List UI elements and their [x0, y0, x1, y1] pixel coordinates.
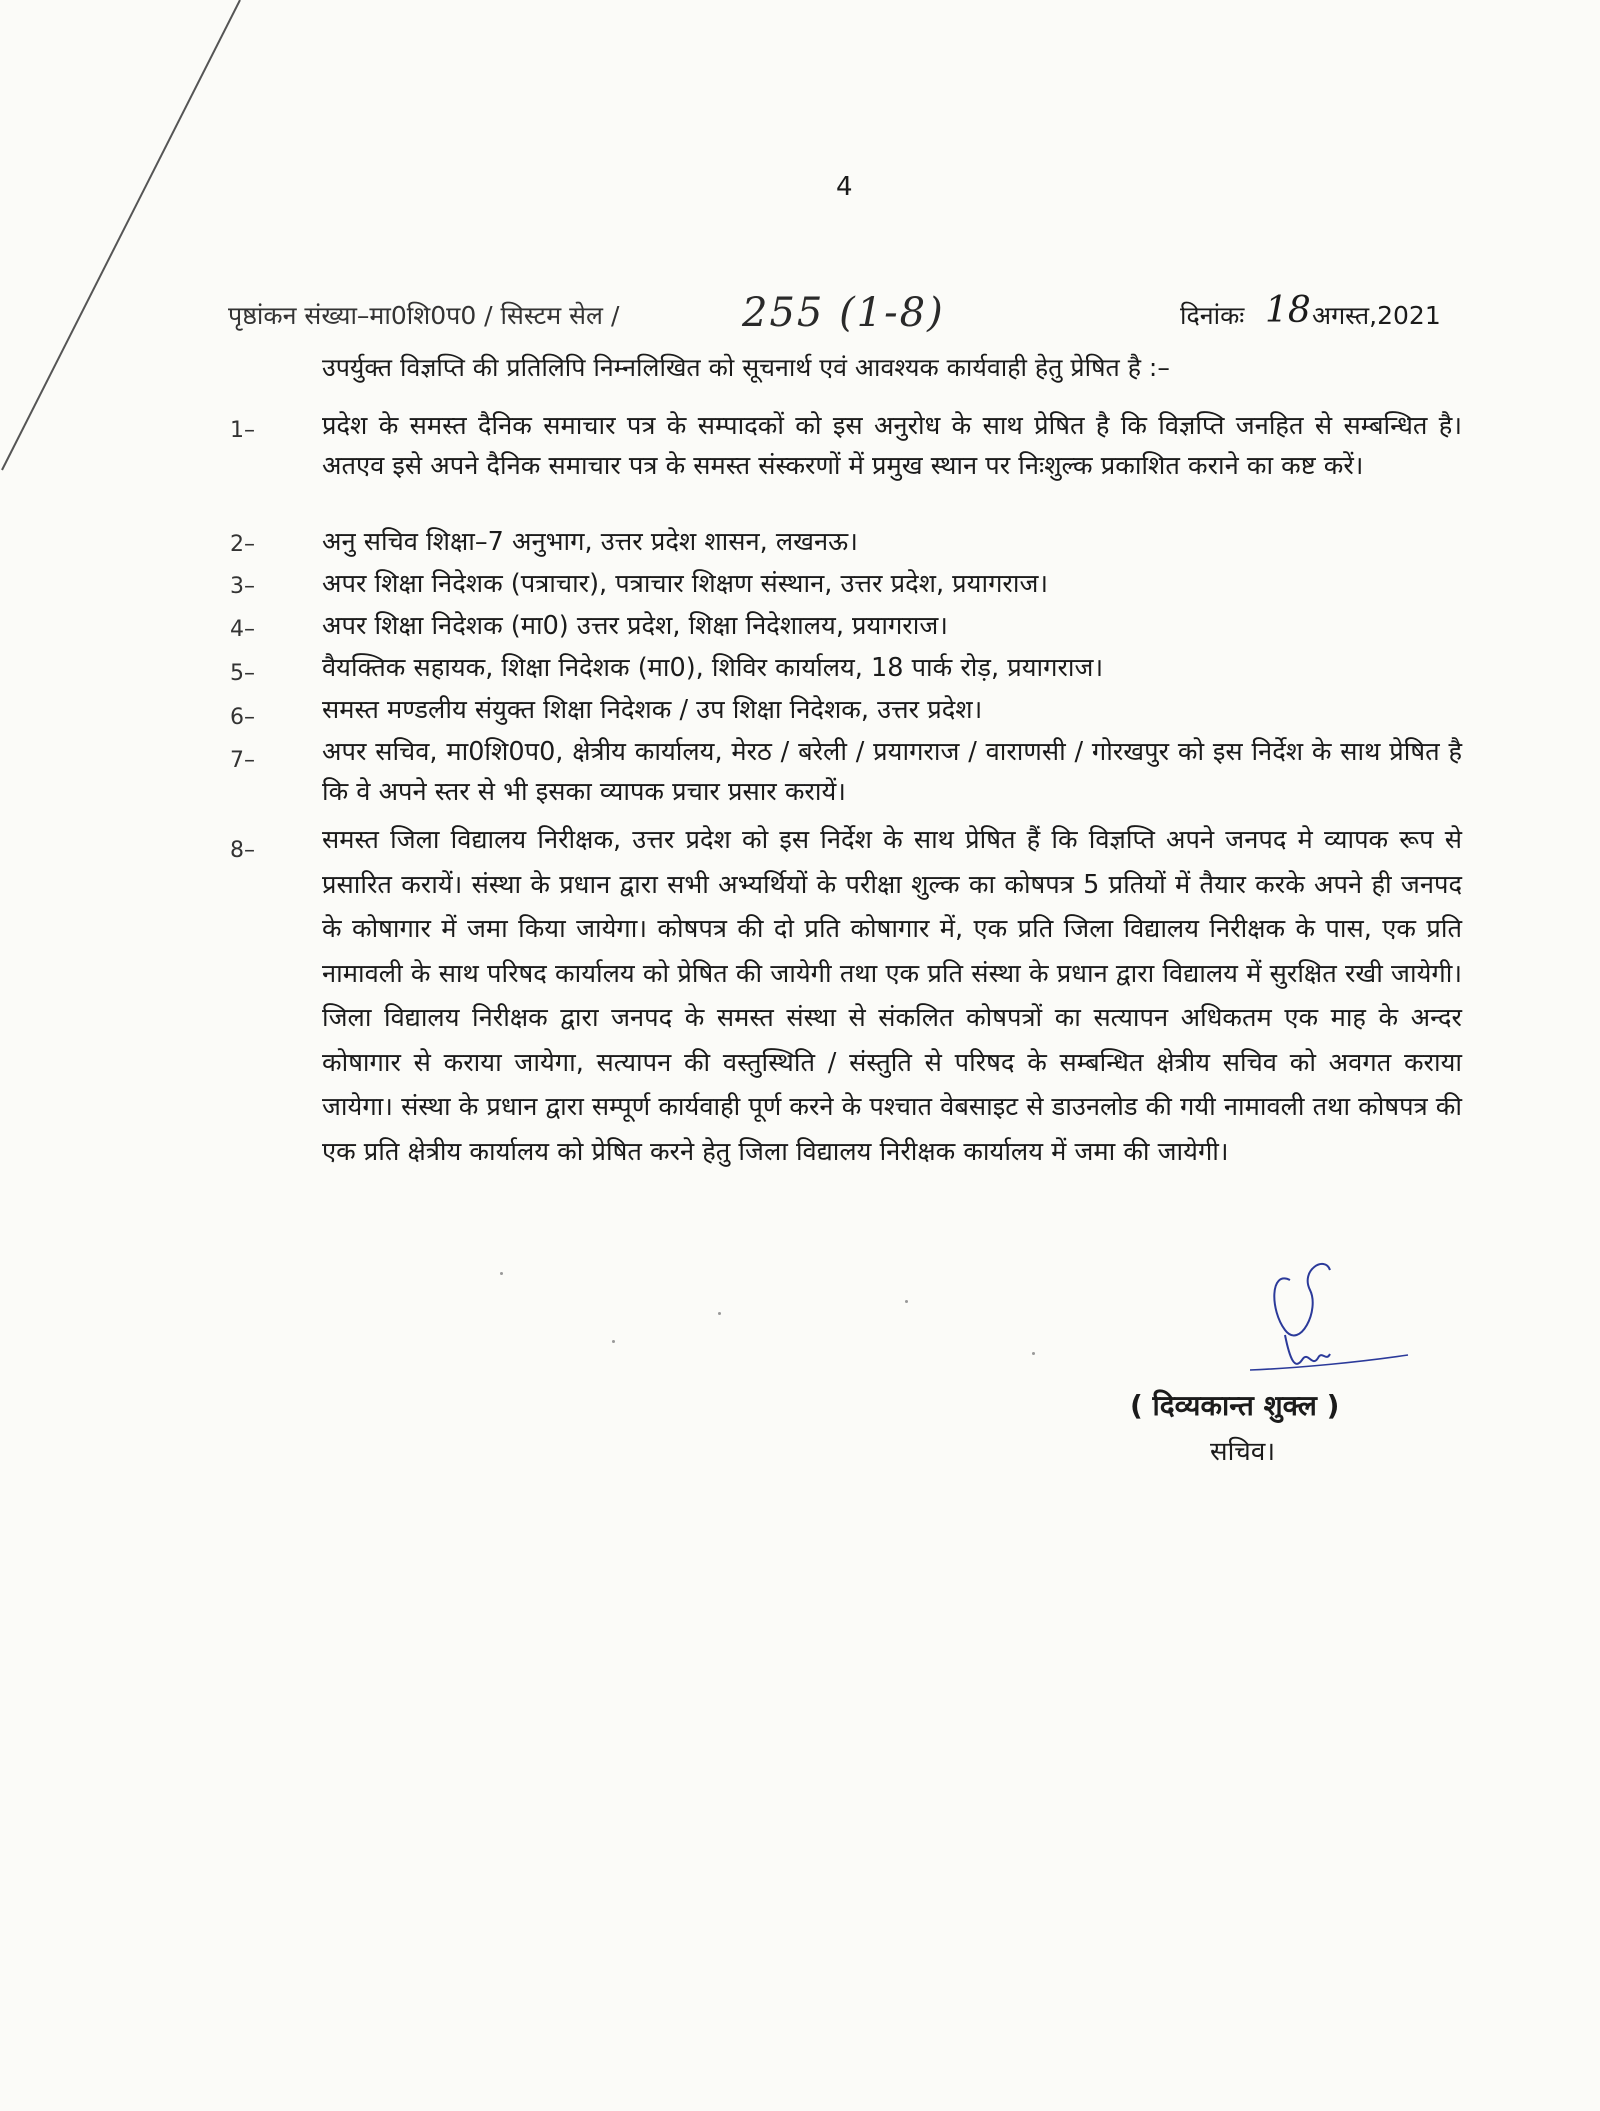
list-item: अपर सचिव, मा0शि0प0, क्षेत्रीय कार्यालय, मेरठ / बरेली / प्रयागराज / वाराणसी / गोरखपुर को इस निर्देश के साथ प्रेषित है कि वे अपने स्तर से भी इसका व्यापक प्रचार प्रसार करायें।: [322, 737, 1462, 807]
list-item: अनु सचिव शिक्षा–7 अनुभाग, उत्तर प्रदेश शासन, लखनऊ।: [322, 527, 858, 557]
item-number: 5–: [230, 661, 255, 686]
list-item: समस्त जिला विद्यालय निरीक्षक, उत्तर प्रदेश को इस निर्देश के साथ प्रेषित हैं कि विज्ञप्ति अपने जनपद मे व्यापक रूप से प्रसारित करायें। संस्था के प्रधान द्वारा सभी अभ्यर्थियों के परीक्षा शुल्क का कोषपत्र 5 प्रतियों में तैयार करके अपने ही जनपद के कोषागार में जमा किया जायेगा। कोषपत्र की दो प्रति कोषागार में, एक प्रति जिला विद्यालय निरीक्षक के पास, एक प्रति नामावली के साथ परिषद कार्यालय को प्रेषित की जायेगी तथा एक प्रति संस्था के प्रधान द्वारा विद्यालय में सुरक्षित रखी जायेगी। जिला विद्यालय निरीक्षक द्वारा जनपद के समस्त संस्था से संकलित कोषपत्रों का सत्यापन अधिकतम एक माह के अन्दर कोषागार से कराया जायेगा, सत्यापन की वस्तुस्थिति / संस्तुति से परिषद के सम्बन्धित क्षेत्रीय सचिव को अवगत कराया जायेगा। संस्था के प्रधान द्वारा सम्पूर्ण कार्यवाही पूर्ण करने के पश्चात वेबसाइट से डाउनलोड की गयी नामावली तथा कोषपत्र की एक प्रति क्षेत्रीय कार्यालय को प्रेषित करने हेतु जिला विद्यालय निरीक्षक कार्यालय में जमा की जायेगी।: [322, 825, 1462, 1167]
date-day-handwritten: 18: [1265, 290, 1311, 331]
date-month-year: अगस्त,2021: [1312, 301, 1441, 330]
reference-label: पृष्ठांकन संख्या–मा0शि0प0 / सिस्टम सेल /: [228, 301, 620, 330]
scan-speck: [718, 1312, 721, 1315]
list-item: अपर शिक्षा निदेशक (पत्राचार), पत्राचार शिक्षण संस्थान, उत्तर प्रदेश, प्रयागराज।: [322, 569, 1049, 599]
scan-speck: [612, 1340, 615, 1343]
item-number: 7–: [230, 748, 255, 773]
signature-mark: [1230, 1250, 1410, 1395]
scan-speck: [905, 1300, 908, 1303]
page-number: 4: [836, 172, 853, 202]
scan-speck: [500, 1272, 503, 1275]
intro-text: उपर्युक्त विज्ञप्ति की प्रतिलिपि निम्नलिखित को सूचनार्थ एवं आवश्यक कार्यवाही हेतु प्रेषित है :–: [322, 353, 1170, 382]
list-item: समस्त मण्डलीय संयुक्त शिक्षा निदेशक / उप शिक्षा निदेशक, उत्तर प्रदेश।: [322, 695, 983, 725]
item-number: 8–: [230, 838, 255, 863]
page-fold-line: [0, 0, 260, 480]
list-item: वैयक्तिक सहायक, शिक्षा निदेशक (मा0), शिविर कार्यालय, 18 पार्क रोड़, प्रयागराज।: [322, 653, 1104, 683]
scan-speck: [1032, 1352, 1035, 1355]
item-number: 6–: [230, 705, 255, 730]
item-number: 2–: [230, 532, 255, 557]
list-item: प्रदेश के समस्त दैनिक समाचार पत्र के सम्पादकों को इस अनुरोध के साथ प्रेषित है कि विज्ञप्ति जनहित से सम्बन्धित है। अतएव इसे अपने दैनिक समाचार पत्र के समस्त संस्करणों में प्रमुख स्थान पर निःशुल्क प्रकाशित कराने का कष्ट करें।: [322, 411, 1462, 481]
signatory-name: ( दिव्यकान्त शुक्ल ): [1130, 1389, 1340, 1422]
date-label: दिनांकः: [1180, 301, 1245, 330]
item-number: 4–: [230, 617, 255, 642]
list-item: अपर शिक्षा निदेशक (मा0) उत्तर प्रदेश, शिक्षा निदेशालय, प्रयागराज।: [322, 611, 948, 641]
signatory-title: सचिव।: [1210, 1437, 1276, 1467]
item-number: 3–: [230, 574, 255, 599]
handwritten-reference-number: 255 (1-8): [742, 290, 945, 336]
item-number: 1–: [230, 418, 255, 443]
